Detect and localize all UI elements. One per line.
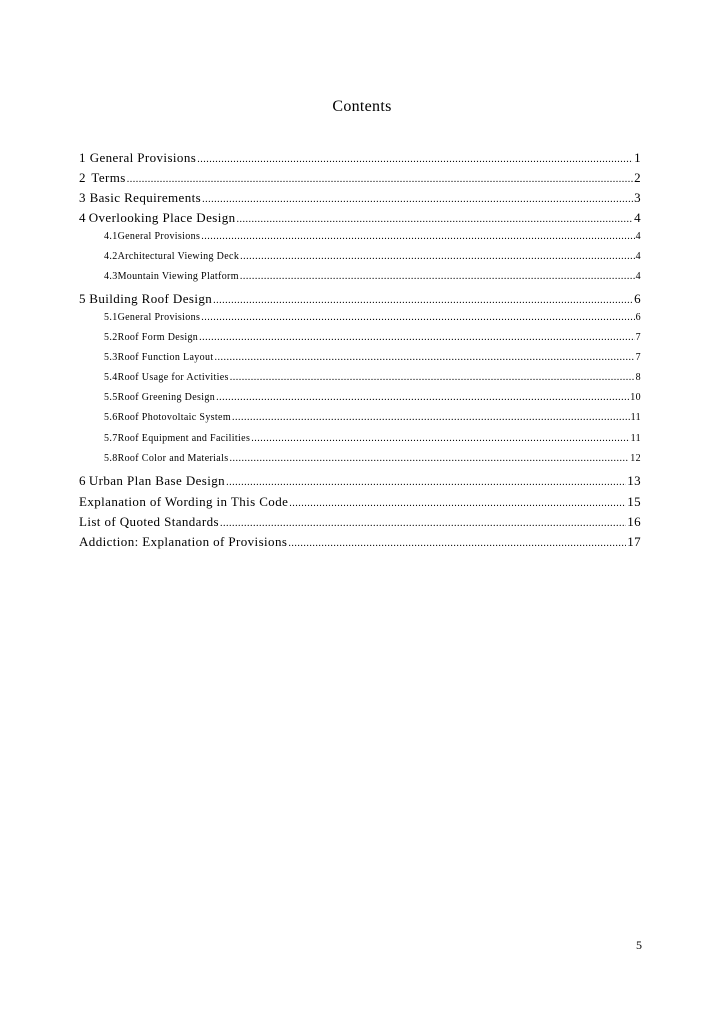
dot-leader xyxy=(201,231,634,242)
toc-subentry[interactable] xyxy=(104,412,641,423)
dot-leader xyxy=(213,295,633,306)
dot-leader xyxy=(232,412,630,423)
toc-entry-number: 5 xyxy=(79,291,86,306)
toc-entry-label: Roof Greening Design xyxy=(117,392,216,403)
toc-entry-page: 6 xyxy=(635,312,641,323)
toc-subentry[interactable] xyxy=(104,453,641,464)
toc-subentry[interactable] xyxy=(104,352,641,363)
toc-entry-page: 4 xyxy=(635,251,641,262)
toc-entry-number: 4.1 xyxy=(104,231,118,242)
toc-entry[interactable] xyxy=(79,473,641,489)
toc-entry-page: 3 xyxy=(634,190,641,205)
toc-entry-label: Roof Form Design xyxy=(117,332,199,343)
toc-entry-label: Building Roof Design xyxy=(89,291,213,306)
toc-entry-number: 4.2 xyxy=(104,251,118,262)
toc-subentry[interactable] xyxy=(104,251,641,262)
toc-subentry[interactable] xyxy=(104,231,641,242)
dot-leader xyxy=(237,214,634,225)
page-number: 5 xyxy=(636,938,642,952)
toc-entry-page: 15 xyxy=(627,494,641,509)
toc-entry-label: Addiction: Explanation of Provisions xyxy=(79,534,288,549)
toc-entry[interactable] xyxy=(79,494,641,510)
toc-entry-page: 4 xyxy=(634,210,641,225)
toc-entry[interactable] xyxy=(79,150,641,166)
toc-entry-label: Roof Usage for Activities xyxy=(117,372,229,383)
toc-entry-number: 5.7 xyxy=(104,433,118,444)
toc-entry-number: 2 xyxy=(79,170,86,185)
toc-entry-page: 2 xyxy=(634,170,641,185)
dot-leader xyxy=(229,453,629,464)
toc-entry[interactable] xyxy=(79,190,641,206)
toc-entry-label: General Provisions xyxy=(117,231,201,242)
toc-entry-number: 5.2 xyxy=(104,332,118,343)
dot-leader xyxy=(289,498,626,509)
toc-entry-number: 4.3 xyxy=(104,271,118,282)
toc-entry-page: 8 xyxy=(635,372,641,383)
toc-entry-page: 17 xyxy=(627,534,641,549)
toc-entry-page: 16 xyxy=(627,514,641,529)
toc-entry-page: 1 xyxy=(634,150,641,165)
toc-subentry[interactable] xyxy=(104,312,641,323)
toc-entry-label: Roof Color and Materials xyxy=(117,453,229,464)
dot-leader xyxy=(220,518,626,529)
toc-subentry[interactable] xyxy=(104,433,641,444)
dot-leader xyxy=(226,477,626,488)
toc-entry-number: 5.1 xyxy=(104,312,118,323)
dot-leader xyxy=(240,251,634,262)
toc-entry-number: 4 xyxy=(79,210,86,225)
toc-entry[interactable] xyxy=(79,291,641,307)
dot-leader xyxy=(127,174,633,185)
dot-leader xyxy=(214,352,634,363)
toc-entry-label: Roof Function Layout xyxy=(117,352,214,363)
dot-leader xyxy=(201,312,634,323)
toc-entry-label: Basic Requirements xyxy=(89,190,202,205)
toc-entry-number: 5.8 xyxy=(104,453,118,464)
toc-subentry[interactable] xyxy=(104,332,641,343)
toc-subentry[interactable] xyxy=(104,271,641,282)
toc-entry[interactable] xyxy=(79,210,641,226)
toc-entry-page: 10 xyxy=(630,392,641,403)
toc-entry-label: General Provisions xyxy=(117,312,201,323)
toc-entry-number: 5.6 xyxy=(104,412,118,423)
toc-entry[interactable] xyxy=(79,170,641,186)
toc-entry-number: 3 xyxy=(79,190,86,205)
toc-entry-label: Terms xyxy=(91,170,126,185)
toc-entry-label: Overlooking Place Design xyxy=(88,210,236,225)
toc-entry-number: 5.3 xyxy=(104,352,118,363)
toc-entry-page: 13 xyxy=(627,473,641,488)
toc-entry-label: Explanation of Wording in This Code xyxy=(79,494,289,509)
page-title: Contents xyxy=(332,98,392,115)
toc-entry-page: 4 xyxy=(635,231,641,242)
dot-leader xyxy=(202,194,633,205)
toc-entry-label: Architectural Viewing Deck xyxy=(117,251,240,262)
toc-entry-page: 7 xyxy=(635,332,641,343)
dot-leader xyxy=(288,538,626,549)
dot-leader xyxy=(216,392,629,403)
toc-entry-page: 11 xyxy=(630,412,641,423)
toc-entry-number: 5.5 xyxy=(104,392,118,403)
toc-subentry[interactable] xyxy=(104,372,641,383)
toc-entry-number: 6 xyxy=(79,473,86,488)
toc-entry-label: List of Quoted Standards xyxy=(79,514,219,529)
toc-entry[interactable] xyxy=(79,534,641,550)
toc-entry-number: 1 xyxy=(79,150,86,165)
toc-entry-page: 6 xyxy=(634,291,641,306)
toc-entry-number: 5.4 xyxy=(104,372,118,383)
toc-entry-page: 4 xyxy=(635,271,641,282)
dot-leader xyxy=(230,372,635,383)
dot-leader xyxy=(199,332,634,343)
toc-entry-label: General Provisions xyxy=(89,150,197,165)
dot-leader xyxy=(197,154,633,165)
dot-leader xyxy=(251,433,629,444)
toc-entry-label: Urban Plan Base Design xyxy=(88,473,226,488)
toc-entry-page: 11 xyxy=(630,433,641,444)
toc-entry-label: Roof Equipment and Facilities xyxy=(117,433,251,444)
dot-leader xyxy=(240,271,635,282)
toc-subentry[interactable] xyxy=(104,392,641,403)
toc-entry-page: 12 xyxy=(630,453,641,464)
toc-entry-label: Mountain Viewing Platform xyxy=(117,271,239,282)
toc-entry-label: Roof Photovoltaic System xyxy=(117,412,231,423)
toc-entry[interactable] xyxy=(79,514,641,530)
toc-entry-page: 7 xyxy=(635,352,641,363)
